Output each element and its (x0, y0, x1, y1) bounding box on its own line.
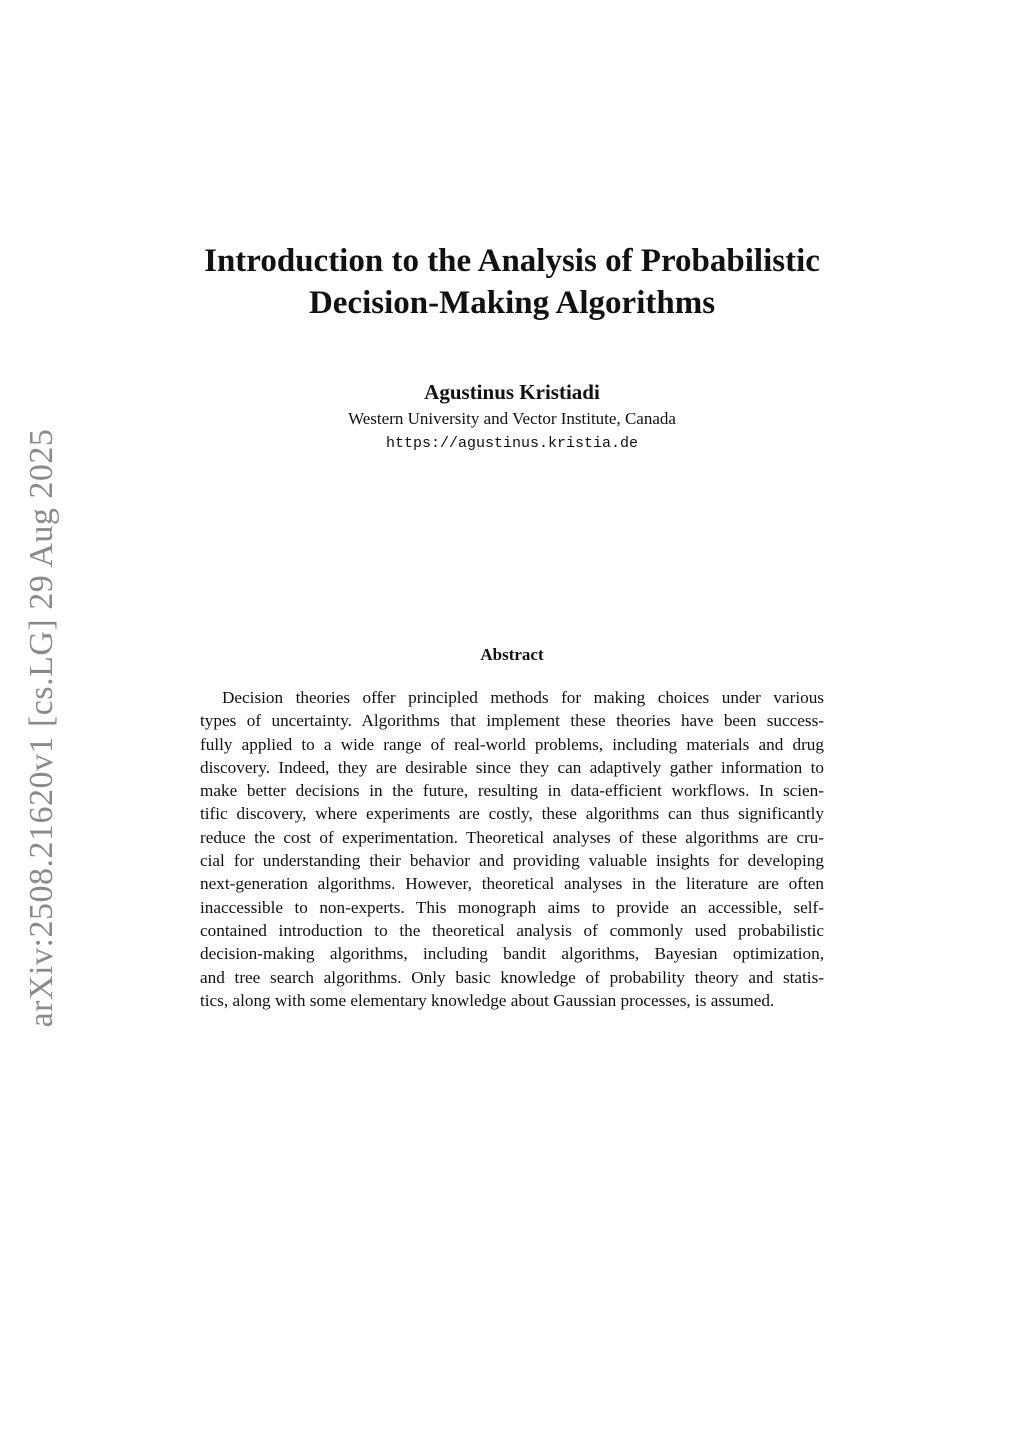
abstract-line: reduce the cost of experimentation. Theoretical analyses of these algorithms are cru- (200, 827, 824, 847)
abstract-line: cial for understanding their behavior and providing valuable insights for developing (200, 851, 824, 871)
author-homepage-link[interactable]: https://agustinus.kristia.de (385, 435, 639, 452)
abstract-line: tific discovery, where experiments are costly, these algorithms can thus significantly (200, 804, 824, 824)
abstract-line: discovery. Indeed, they are desirable since they can adaptively gather information to (200, 757, 824, 777)
abstract-line: make better decisions in the future, resulting in data-efficient workflows. In scien- (200, 781, 824, 801)
abstract-line: contained introduction to the theoretical analysis of commonly used probabilistic (200, 920, 824, 940)
abstract-body (200, 686, 824, 1012)
arxiv-identifier-stamp: arXiv:2508.21620v1 [cs.LG] 29 Aug 2025 (23, 428, 60, 1028)
paper-title-line-2: Decision-Making Algorithms (308, 285, 716, 321)
abstract-line: types of uncertainty. Algorithms that implement these theories have been success- (200, 711, 824, 731)
abstract-line: tics, along with some elementary knowledge about Gaussian processes, is assumed. (200, 990, 775, 1010)
abstract-line: and tree search algorithms. Only basic knowledge of probability theory and statis- (200, 967, 824, 987)
author-affiliation: Western University and Vector Institute, Canada (348, 409, 676, 428)
abstract-line: Decision theories offer principled methods for making choices under various (222, 688, 824, 707)
author-block (200, 377, 824, 457)
paper-title (150, 240, 874, 324)
paper-title-line-1: Introduction to the Analysis of Probabilistic (204, 243, 820, 279)
abstract-line: next-generation algorithms. However, theoretical analyses in the literature are often (200, 874, 824, 894)
abstract-line: inaccessible to non-experts. This monograph aims to provide an accessible, self- (200, 897, 824, 917)
abstract-line: decision-making algorithms, including bandit algorithms, Bayesian optimization, (200, 944, 824, 964)
abstract-line: fully applied to a wide range of real-world problems, including materials and drug (200, 734, 824, 754)
author-name: Agustinus Kristiadi (424, 380, 600, 404)
abstract-heading: Abstract (480, 645, 544, 664)
